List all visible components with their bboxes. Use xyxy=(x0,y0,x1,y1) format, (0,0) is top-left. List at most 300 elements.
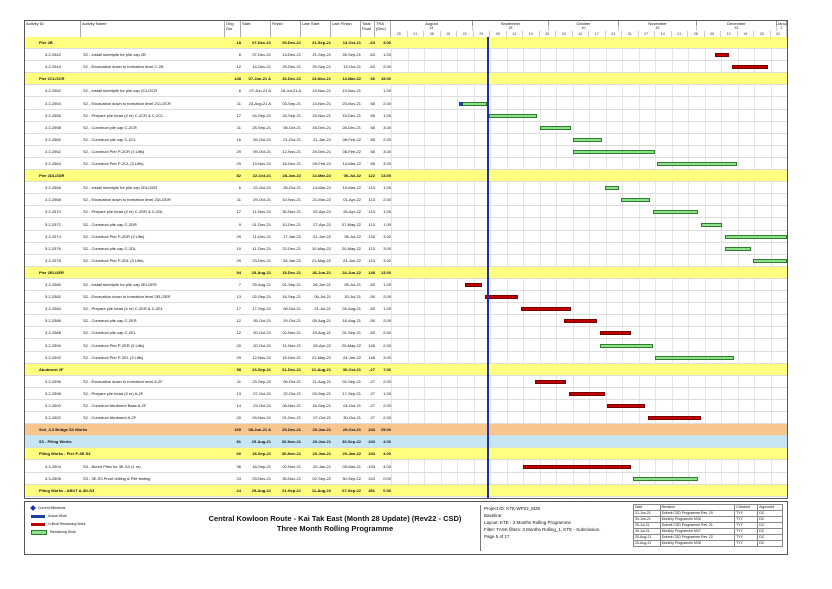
wbs-row[interactable] xyxy=(25,436,787,448)
cell-finish: 08-Nov-21 xyxy=(282,403,301,408)
cell-dur: 12 xyxy=(236,318,241,324)
remaining-bar[interactable] xyxy=(605,186,619,190)
cell-tra: 1.00 xyxy=(383,185,391,191)
cell-tf: -50 xyxy=(369,318,375,324)
cell-lstart: 19-Aug-21 xyxy=(312,330,331,336)
cell-lstart: 20-Jan-21 xyxy=(312,439,331,445)
cell-id: 3.2-2598 xyxy=(45,390,61,396)
cell-id: Pier 2B xyxy=(39,40,53,45)
remaining-bar[interactable] xyxy=(489,114,537,118)
remaining-bar[interactable] xyxy=(701,223,723,227)
cell-dur: 7 xyxy=(238,282,241,287)
activity-row[interactable] xyxy=(25,340,787,352)
day-label: 26 xyxy=(540,31,557,37)
activity-row[interactable] xyxy=(25,49,787,61)
cell-tf: 122 xyxy=(368,173,375,179)
cell-dur: 29 xyxy=(236,148,241,154)
activity-row[interactable] xyxy=(25,376,787,388)
cell-dur: 36 xyxy=(236,463,241,469)
cell-finish: 15-Dec-21 xyxy=(282,269,301,275)
revision-cell: TYY xyxy=(735,517,758,523)
cell-dur: 169 xyxy=(234,427,241,433)
cell-tra: 15.00 xyxy=(380,76,391,82)
cell-tf: -50 xyxy=(369,282,375,287)
cell-tf: 243 xyxy=(368,427,375,433)
cell-id: 3.2-2542 xyxy=(45,52,61,58)
cell-lstart: 16-Dec-21 xyxy=(312,124,331,130)
project-id: Project ID: KTE-WP22_M28 xyxy=(484,506,541,511)
week-label: 34 xyxy=(391,26,473,31)
cell-lfinish: 20-Jan-22 xyxy=(342,451,361,457)
wbs-row[interactable] xyxy=(25,424,787,436)
column-header-5[interactable]: Late Start xyxy=(301,21,331,37)
cell-lstart: 02-Sep-22 xyxy=(312,475,331,481)
cell-id: Piling Works - ABUT A-3D-S3 xyxy=(39,487,95,493)
week-label: 52 xyxy=(697,26,777,31)
activity-row[interactable] xyxy=(25,122,787,134)
revision-cell: 30-Jul-21 xyxy=(634,529,661,535)
cell-lfinish: 29-Oct-21 xyxy=(342,427,361,433)
cell-tra: 3.00 xyxy=(383,148,391,154)
cell-id: Abutment 2F xyxy=(39,366,64,372)
wbs-row[interactable] xyxy=(25,73,787,85)
cell-tf: -27 xyxy=(369,378,375,384)
cell-id: 3.2-2576 xyxy=(45,245,61,251)
legend-remaining xyxy=(31,529,76,535)
cell-tra: 1.00 xyxy=(383,88,391,94)
cell-tf: -27 xyxy=(369,403,375,408)
critical-bar[interactable] xyxy=(600,331,631,335)
column-header-3[interactable]: Start xyxy=(241,21,271,37)
cell-tf: 281 xyxy=(368,487,375,493)
cell-lstart: 20-Jan-21 xyxy=(312,463,331,469)
remaining-bar[interactable] xyxy=(653,210,699,214)
cell-finish: 22-Dec-21 xyxy=(282,245,301,251)
critical-bar[interactable] xyxy=(607,404,645,408)
month-label: September xyxy=(473,21,549,26)
cell-dur: 11 xyxy=(236,100,241,106)
cell-dur: 82 xyxy=(236,173,241,179)
remaining-bar[interactable] xyxy=(753,259,787,263)
cell-id: 3.2-2578 xyxy=(45,257,61,263)
schedule-sheet xyxy=(24,20,788,499)
column-header-1[interactable]: Activity Name xyxy=(81,21,225,37)
cell-finish: 22-Oct-21 xyxy=(283,390,301,396)
revision-cell: DC xyxy=(758,529,783,535)
activity-row[interactable] xyxy=(25,98,787,110)
cell-dur: 18 xyxy=(236,40,241,45)
revision-cell: DC xyxy=(758,511,783,517)
critical-bar[interactable] xyxy=(535,380,566,384)
cell-finish: 06-Oct-21 xyxy=(283,378,301,384)
cell-tra: 2.00 xyxy=(383,403,391,408)
column-header-4[interactable]: Finish xyxy=(271,21,301,37)
cell-finish: 30-Nov-21 xyxy=(281,451,301,457)
cell-id: 3.2-2580 xyxy=(45,282,61,287)
activity-row[interactable] xyxy=(25,85,787,97)
day-label: 19 xyxy=(738,31,755,37)
cell-finish: 16-Dec-21 xyxy=(282,76,301,82)
cell-lstart: 21-Mar-22 xyxy=(312,197,331,203)
cell-lstart: 13-Nov-21 xyxy=(312,100,331,106)
cell-lfinish: 26-Apr-22 xyxy=(343,209,361,215)
critical-bar[interactable] xyxy=(569,392,605,396)
cell-tf: -27 xyxy=(369,366,375,372)
revision-cell: 20-Aug-21 xyxy=(634,535,661,541)
day-label: 14 xyxy=(655,31,672,37)
cell-finish: 21-Sep-21 xyxy=(282,487,301,493)
critical-bar[interactable] xyxy=(523,465,631,469)
cell-lfinish: 01-Apr-22 xyxy=(343,197,361,203)
cell-lfinish: 20-May-22 xyxy=(341,342,361,348)
cell-finish: 10-Dec-21 xyxy=(282,221,301,227)
day-label: 12 xyxy=(721,31,738,37)
revision-cell: Submit CSD Programme Rev. 20 xyxy=(660,511,735,517)
cell-tf: -193 xyxy=(366,463,375,469)
cell-tra: 2.00 xyxy=(383,136,391,142)
cell-tra: 0.00 xyxy=(383,487,391,493)
column-header-2[interactable]: Orig Dur xyxy=(225,21,241,37)
cell-tf: -27 xyxy=(369,415,375,421)
cell-tf: 113 xyxy=(368,245,375,251)
cell-tra: 3.00 xyxy=(383,161,391,166)
project-info xyxy=(480,505,634,551)
cell-lstart: 13-Nov-21 xyxy=(312,88,331,94)
cell-lfinish: 24-Jun-22 xyxy=(342,269,361,275)
revision-cell: TYY xyxy=(735,529,758,535)
activity-row[interactable] xyxy=(25,388,787,400)
remaining-bar[interactable] xyxy=(621,198,650,202)
remaining-bar[interactable] xyxy=(725,247,751,251)
cell-lstart: 21-Jul-21 xyxy=(314,306,331,312)
cell-tf: -63 xyxy=(369,40,375,45)
cell-name: S2 - Prepare pile head (4 nr) C-2CR & C-2CL xyxy=(83,112,164,118)
cell-dur: 12 xyxy=(236,64,241,70)
cell-tra: 2.00 xyxy=(383,294,391,300)
critical-bar[interactable] xyxy=(465,283,482,287)
cell-lstart: 03-Sep-21 xyxy=(312,390,331,396)
activity-row[interactable] xyxy=(25,303,787,315)
wbs-row[interactable] xyxy=(25,267,787,279)
cell-start: 07-Dec-21 xyxy=(252,40,271,45)
cell-name: S2 - Prepare pile head (4 nr) C-2ER & C-2EL xyxy=(83,306,164,312)
remaining-bar[interactable] xyxy=(657,162,736,166)
revision-cell: TYY xyxy=(735,511,758,517)
cell-tf: 148 xyxy=(368,354,375,360)
cell-lfinish: 07-Sep-22 xyxy=(342,487,361,493)
programme-title xyxy=(155,514,515,534)
month-label: Janu xyxy=(777,21,786,26)
cell-start: 08-Jun-21 A xyxy=(248,427,271,433)
cell-name: S2 - Construct Pier P-2CL (3 Lifts) xyxy=(83,161,144,166)
cell-start: 11-Nov-21 xyxy=(252,209,271,215)
cell-tra: 4.00 xyxy=(383,451,391,457)
critical-bar[interactable] xyxy=(715,53,729,57)
day-label: 03 xyxy=(556,31,573,37)
cell-lstart: 14-Mar-22 xyxy=(312,185,331,191)
month-label: December xyxy=(697,21,777,26)
cell-lfinish: 01-Sep-21 xyxy=(342,330,361,336)
activity-row[interactable] xyxy=(25,315,787,327)
cell-dur: 10 xyxy=(236,245,241,251)
cell-tra: 2.00 xyxy=(383,415,391,421)
cell-lfinish: 14-Mar-22 xyxy=(342,161,361,166)
cell-tra: 2.00 xyxy=(383,342,391,348)
revision-cell: DC xyxy=(758,535,783,541)
cell-tra: 1.00 xyxy=(383,52,391,58)
cell-dur: 16 xyxy=(236,136,241,142)
cell-id: 3.2-2564 xyxy=(45,161,61,166)
cell-tf: 148 xyxy=(368,269,375,275)
activity-row[interactable] xyxy=(25,194,787,206)
cell-tf: 66 xyxy=(370,148,375,154)
cell-start: 09-Oct-21 xyxy=(253,148,271,154)
cell-name: S3 - Bored Piles for 3E-S3 (1 nr) xyxy=(83,463,141,469)
cell-start: 25-Aug-21 xyxy=(251,487,271,493)
cell-lfinish: 17-Sep-21 xyxy=(342,390,361,396)
cell-id: 3.2-2566 xyxy=(45,185,61,191)
title-line-1: Central Kowloon Route - Kai Tak East (Month 28 Update) (Rev22 - CSD) xyxy=(208,514,462,523)
cell-id: Pier 2EL/2ER xyxy=(39,269,64,275)
cell-name: S2 - Construct Abutment A-2F xyxy=(83,415,137,421)
cell-tf xyxy=(363,85,375,97)
day-label: 17 xyxy=(589,31,606,37)
cell-tf: 243 xyxy=(368,439,375,445)
cell-dur: 148 xyxy=(234,76,241,82)
cell-finish: 16-Dec-21 xyxy=(282,161,301,166)
cell-finish: 01-Dec-21 xyxy=(282,415,301,421)
cell-tf: 113 xyxy=(368,257,375,263)
cell-dur: 24 xyxy=(236,475,241,481)
cell-finish: 30-Nov-21 xyxy=(282,209,301,215)
week-label: 1 xyxy=(777,26,787,31)
activity-row[interactable] xyxy=(25,146,787,158)
legend-label: Current Milestone xyxy=(38,506,66,510)
cell-lfinish: 30-Oct-21 xyxy=(343,415,361,421)
cell-tra: 1.00 xyxy=(383,221,391,227)
cell-tra: 3.00 xyxy=(383,354,391,360)
cell-tf: -63 xyxy=(369,52,375,58)
activity-row[interactable] xyxy=(25,279,787,291)
critical-bar[interactable] xyxy=(648,416,701,420)
cell-id: 3.2-2570 xyxy=(45,209,61,215)
cell-id: 3.2-2596 xyxy=(45,378,61,384)
wbs-row[interactable] xyxy=(25,170,787,182)
activity-row[interactable] xyxy=(25,231,787,243)
wbs-row[interactable] xyxy=(25,364,787,376)
activity-row[interactable] xyxy=(25,461,787,473)
cell-dur: 12 xyxy=(236,330,241,336)
remaining-bar[interactable] xyxy=(461,102,487,106)
cell-dur: 17 xyxy=(236,306,241,312)
revision-header: Revision xyxy=(660,505,735,511)
cell-finish: 21-Oct-21 xyxy=(283,136,301,142)
column-header-8[interactable]: TRA (Dec) xyxy=(375,21,391,37)
revision-header: Checked xyxy=(735,505,758,511)
activity-row[interactable] xyxy=(25,182,787,194)
column-header-7[interactable]: Total Float xyxy=(361,21,375,37)
cell-lstart: 07-Oct-21 xyxy=(313,415,331,421)
day-label: 07 xyxy=(639,31,656,37)
cell-id: 3.2-2584 xyxy=(45,306,61,312)
column-header-0[interactable]: Activity ID xyxy=(25,21,81,37)
day-label: 05 xyxy=(705,31,722,37)
cell-name: S2 - Construct pile cap C-2ER xyxy=(83,318,137,324)
cell-tf: 132 xyxy=(368,233,375,239)
cell-finish: 29-Dec-21 xyxy=(282,427,301,433)
cell-start: 04-Sep-21 xyxy=(252,112,271,118)
cell-finish: 17-Jan-22 xyxy=(282,233,301,239)
cell-tf: -27 xyxy=(369,390,375,396)
cell-dur: 20 xyxy=(236,342,241,348)
cell-dur: 14 xyxy=(236,403,241,408)
cell-tf: -50 xyxy=(369,306,375,312)
cell-tf: 243 xyxy=(368,451,375,457)
cell-tra: 1.00 xyxy=(383,209,391,215)
remaining-bar[interactable] xyxy=(573,150,655,154)
activity-row[interactable] xyxy=(25,110,787,122)
cell-lstart: 21-May-22 xyxy=(311,257,331,263)
cell-lfinish: 19-Mar-22 xyxy=(342,185,361,191)
cell-dur: 58 xyxy=(236,366,241,372)
remaining-bar[interactable] xyxy=(600,344,653,348)
cell-name: S2 - Prepare pile head (3 nr) A-2F xyxy=(83,390,144,396)
actual-bar xyxy=(459,102,463,106)
cell-lstart: 10-May-22 xyxy=(311,245,331,251)
cell-name: S2 - Install sheetpile for pile cap 2EL/2ER xyxy=(83,282,157,287)
cell-name: S3 - 3E-S3 Proof drilling & Pile testing xyxy=(83,475,151,481)
cell-id: 3.2-2600 xyxy=(45,403,61,408)
title-line-2: Three Month Rolling Programme xyxy=(276,524,394,533)
cell-id: Pier 2CL/2CR xyxy=(39,76,65,82)
cell-start: 22-Oct-21 xyxy=(252,173,271,179)
cell-finish: 11-Nov-21 xyxy=(282,342,301,348)
cell-start: 11-Dec-21 xyxy=(252,245,271,251)
cell-name: S2 - Construct pile cap C-2CR xyxy=(83,124,137,130)
cell-name: S2 - Construct Pier P-2DL (3 Lifts) xyxy=(83,257,144,263)
cell-tra: 2.00 xyxy=(383,318,391,324)
cell-lstart: 21-Sep-21 xyxy=(312,52,331,58)
cell-tra: 2.00 xyxy=(383,378,391,384)
cell-lfinish: 13-Oct-21 xyxy=(342,40,361,45)
critical-bar[interactable] xyxy=(732,65,768,69)
cell-name: S2 - Construct pile cap C-2DR xyxy=(83,221,137,227)
day-label: 25 xyxy=(391,31,408,37)
remaining-bar[interactable] xyxy=(633,477,698,481)
activity-row[interactable] xyxy=(25,255,787,267)
cell-name: S2 - Construct pile cap C-2EL xyxy=(83,330,136,336)
legend-label: Critical Remaining Work xyxy=(48,522,86,526)
remaining-bar[interactable] xyxy=(655,356,734,360)
week-label: 40 xyxy=(549,26,619,31)
cell-lfinish: 14-Mar-22 xyxy=(342,76,361,82)
cell-id: 3.3-2604 xyxy=(45,463,61,469)
activity-row[interactable] xyxy=(25,243,787,255)
revision-cell: Monthly Programme M28 xyxy=(660,541,735,547)
cell-lfinish: 18-Aug-21 xyxy=(342,318,361,324)
cell-lstart: 13-Nov-21 xyxy=(311,76,331,82)
cell-name: S2 - Excavation down to formation level 2EL/2ER xyxy=(83,294,171,300)
cell-dur: 29 xyxy=(236,257,241,263)
activity-row[interactable] xyxy=(25,134,787,146)
cell-dur: 17 xyxy=(236,209,241,215)
column-header-6[interactable]: Late Finish xyxy=(331,21,361,37)
remaining-bar[interactable] xyxy=(573,138,602,142)
cell-finish: 30-Nov-21 xyxy=(281,439,301,445)
wbs-row[interactable] xyxy=(25,448,787,460)
wbs-row[interactable] xyxy=(25,485,787,497)
cell-lstart: 20-Jan-21 xyxy=(312,427,331,433)
cell-dur: 94 xyxy=(236,269,241,275)
cell-tra: 3.00 xyxy=(383,124,391,130)
wbs-row[interactable] xyxy=(25,37,787,49)
cell-tf: -63 xyxy=(369,64,375,70)
cell-dur: 9 xyxy=(238,221,241,227)
cell-name: S2 - Excavation down to formation level C-2B xyxy=(83,64,164,70)
cell-name: S2 - Install sheetpile for pile cap 2B xyxy=(83,52,146,58)
day-label: 15 xyxy=(441,31,458,37)
cell-dur: 6 xyxy=(238,52,241,58)
cell-lfinish: 06-Jul-22 xyxy=(344,233,361,239)
cell-start: 09-Nov-21 xyxy=(252,415,271,421)
activity-row[interactable] xyxy=(25,61,787,73)
cell-lstart: 26-Jun-21 xyxy=(312,282,331,287)
cell-dur: 6 xyxy=(238,88,241,94)
cell-start: 05-Oct-21 xyxy=(253,318,271,324)
revision-cell: 25-Jul-21 xyxy=(634,523,661,529)
remaining-bar[interactable] xyxy=(725,235,787,239)
cell-start: 18-Sep-21 xyxy=(252,451,271,457)
remaining-bar[interactable] xyxy=(540,126,571,130)
cell-dur: 29 xyxy=(236,233,241,239)
cell-finish: 16-Jul-21 A xyxy=(280,88,301,94)
revision-cell: Monthly Programme M26 xyxy=(660,517,735,523)
column-header xyxy=(25,21,787,38)
cell-lfinish: 20-Jul-21 xyxy=(344,294,361,300)
cell-tra: 4.00 xyxy=(383,463,391,469)
cell-lfinish: 05-Jul-21 xyxy=(344,282,361,287)
day-label: 12 xyxy=(507,31,524,37)
revision-row xyxy=(634,541,783,547)
critical-bar[interactable] xyxy=(564,319,598,323)
activity-row[interactable] xyxy=(25,327,787,339)
activity-row[interactable] xyxy=(25,400,787,412)
cell-tra: 3.00 xyxy=(383,40,391,45)
cell-id: 3.2-2602 xyxy=(45,415,61,421)
revision-cell: TYY xyxy=(735,535,758,541)
revision-cell: DC xyxy=(758,541,783,547)
cell-dur: 20 xyxy=(236,415,241,421)
cell-finish: 28-Oct-21 xyxy=(283,185,301,191)
revision-cell: 25-Aug-21 xyxy=(634,541,661,547)
cell-start: 01-Dec-21 xyxy=(252,221,271,227)
cell-dur: 13 xyxy=(236,390,241,396)
cell-lfinish: 07-May-22 xyxy=(341,221,361,227)
cell-tra: 25.00 xyxy=(380,427,391,433)
cell-tra: 13.00 xyxy=(380,173,391,179)
day-label: 10 xyxy=(573,31,590,37)
activity-row[interactable] xyxy=(25,219,787,231)
cell-name: S2 - Construct Abutment Base A-2F xyxy=(83,403,147,408)
activity-row[interactable] xyxy=(25,291,787,303)
cell-tra: 1.00 xyxy=(383,282,391,287)
critical-bar[interactable] xyxy=(485,295,519,299)
critical-bar[interactable] xyxy=(521,307,571,311)
cell-id: Piling Works - Pier P-3E-S3 xyxy=(39,451,91,457)
revision-header: Approved xyxy=(758,505,783,511)
cell-lfinish: 06-Jul-22 xyxy=(343,173,361,179)
cell-lstart: 20-Jan-21 xyxy=(312,451,331,457)
